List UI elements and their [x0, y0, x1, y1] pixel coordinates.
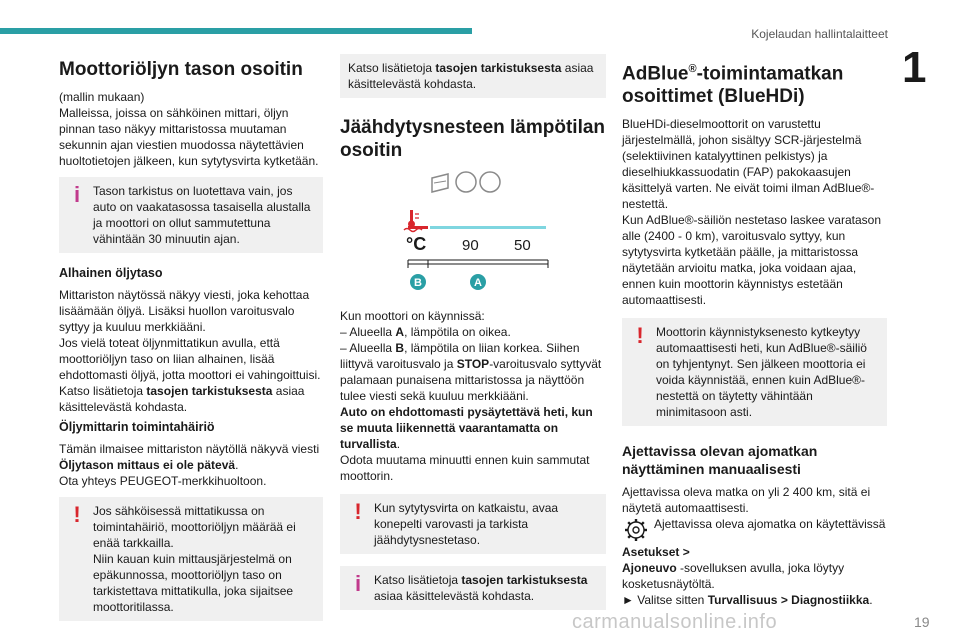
- info-icon: i: [73, 182, 81, 207]
- low-oil-text: Mittariston näytössä näkyy viesti, joka kehottaa lisäämään öljyä. Lisäksi huollon varoitusvalo syttyy ja kuuluu merkkiääni. Jos vielä toteat öljynmittatikun avulla, että moottoriöljyn taso on liian alhainen, lisää ehdottomasti öljyä, jotta moottori ei vahingoittuisi.: [59, 288, 321, 382]
- settings-gear-icon: [622, 516, 650, 544]
- coolant-info-text: Katso lisätietoja tasojen tarkistuksesta asiaa käsittelevästä kohdasta.: [374, 573, 588, 603]
- coolant-gauge-illustration: [340, 168, 606, 304]
- warning-note-text: Jos sähköisessä mittatikussa on toimintahäiriö, moottoriöljyn määrää ei enää tarkkailla. Niin kauan kuin mittausjärjestelmä on epäkunnossa, moottoriöljyn taso on tarkistettava mittatikulla, joka sijaitsee moottoritilassa.: [93, 504, 296, 614]
- chapter-number: 1: [902, 43, 927, 92]
- info-see-more-box: [340, 54, 606, 98]
- gauge-tick-50: 50: [514, 237, 531, 254]
- column-coolant: [340, 50, 606, 610]
- warning-icon: !: [636, 323, 644, 349]
- info-see-more-text: Katso lisätietoja tasojen tarkistuksesta asiaa käsittelevästä kohdasta.: [348, 61, 594, 91]
- gauge-fault-heading: Öljymittarin toimintahäiriö: [59, 420, 215, 434]
- gauge-zone-a-bar: [430, 226, 546, 229]
- settings-path-text: Ajettavissa oleva ajomatka on käytettävissä Asetukset > Ajoneuvo -sovelluksen avulla, joka löytyy kosketusnäytöltä.: [622, 517, 886, 592]
- coolant-heading: Jäähdytysnesteen lämpötilan osoitin: [340, 117, 606, 161]
- see-more-text: Katso lisätietoja tasojen tarkistuksesta asiaa käsittelevästä kohdasta.: [59, 384, 305, 414]
- gauge-unit-label: °C: [406, 234, 427, 254]
- top-accent-bar: [0, 28, 472, 34]
- zone-a-text: – Alueella A, lämpötila on oikea.: [340, 325, 511, 339]
- column-oil-level: [59, 50, 323, 621]
- gauge-zone-b-bar: [408, 226, 428, 229]
- manual-range-heading: Ajettavissa olevan ajomatkan näyttäminen manuaalisesti: [622, 443, 818, 478]
- gauge-fault-text: Tämän ilmaisee mittariston näytöllä näkyvä viesti Öljytason mittaus ei ole pätevä. Ota yhteys PEUGEOT-merkkihuoltoon.: [59, 442, 320, 488]
- model-note: (mallin mukaan): [59, 90, 145, 104]
- adblue-description: BlueHDi-dieselmoottorit on varustettu järjestelmällä, johon sisältyy SCR-järjestelmä (selektiivinen katalyyttinen pelkistys) ja dieselhiukkassuodatin (FAP) pakokaasujen käsittelyä varten. Ne eivät toimi ilman AdBlue®-nestettä. Kun AdBlue®-säiliön nestetaso laskee varatason alle (2400 - 0 km), varoitusvalo syttyy, kun sytytysvirta kytketään päälle, ja mittaristossa näytetään arvioitu matka, joka voidaan ajaa, ennen kuin moottorin käynnistys estetään automaattisesti.: [622, 117, 882, 308]
- warning-note-box: [59, 497, 323, 621]
- marker-b-label: B: [414, 277, 422, 289]
- adblue-warning-box: [622, 318, 887, 426]
- coolant-warning-text: Kun sytytysvirta on katkaistu, avaa konepelti varovasti ja tarkista jäähdytysnestetaso.: [374, 501, 559, 547]
- info-icon: i: [354, 571, 362, 596]
- oil-level-heading: Moottoriöljyn tason osoitin: [59, 59, 303, 80]
- section-header-title: Kojelaudan hallintalaitteet: [751, 27, 888, 41]
- zone-b-text: – Alueella B, lämpötila on liian korkea. Siihen liittyvä varoitusvalo ja STOP-varoitusvalo syttyvät palamaan punaisena mittaristossa ja näyttöön tulee viesti sekä kuuluu merkkiääni.: [340, 341, 602, 403]
- coolant-intro: Kun moottori on käynnissä:: [340, 309, 485, 323]
- oil-level-description: Malleissa, joissa on sähköinen mittari, öljyn pinnan taso näkyy mittaristossa muutaman sekunnin ajan viestien muodossa näytettävien huoltotietojen jälkeen, kun sytytysvirta kytketään.: [59, 106, 319, 168]
- info-note-text: Tason tarkistus on luotettava vain, jos auto on vaakatasossa tasaisella alustalla ja moottori on ollut sammutettuna vähintään 30 minuutin ajan.: [93, 184, 311, 246]
- warning-icon: !: [73, 502, 81, 527]
- info-note-box: [59, 177, 323, 253]
- adblue-warning-text: Moottorin käynnistyksenesto kytkeytyy automaattisesti heti, kun AdBlue®-säiliö on tyhjentynyt. Sen jälkeen moottoria ei voida käynnistää, ennen kuin AdBlue®-nestettä on täytetty vähintään minimitasoon asti.: [656, 325, 867, 420]
- coolant-info-box: [340, 566, 606, 610]
- manual-range-text: Ajettavissa oleva matka on yli 2 400 km, sitä ei näytetä automaattisesti.: [622, 485, 871, 516]
- adblue-heading: AdBlue®-toimintamatkan osoittimet (BlueHDi): [622, 63, 844, 108]
- stop-instruction: Auto on ehdottomasti pysäytettävä heti, kun se muuta liikennettä vaarantamatta on turvallista.: [340, 405, 593, 451]
- dashboard-dials-icon: [432, 172, 500, 192]
- wait-instruction: Odota muutama minuutti ennen kuin sammutat moottorin.: [340, 453, 590, 483]
- watermark: carmanualsonline.info: [572, 611, 778, 633]
- coolant-warning-box: [340, 494, 606, 554]
- column-adblue: [622, 50, 887, 608]
- warning-icon: !: [354, 499, 362, 524]
- select-diagnostics-text: ► Valitse sitten Turvallisuus > Diagnostiikka.: [622, 593, 873, 608]
- marker-a-label: A: [474, 277, 482, 289]
- gauge-tick-90: 90: [462, 237, 479, 254]
- page-number: 19: [914, 614, 930, 630]
- low-oil-heading: Alhainen öljytaso: [59, 266, 163, 280]
